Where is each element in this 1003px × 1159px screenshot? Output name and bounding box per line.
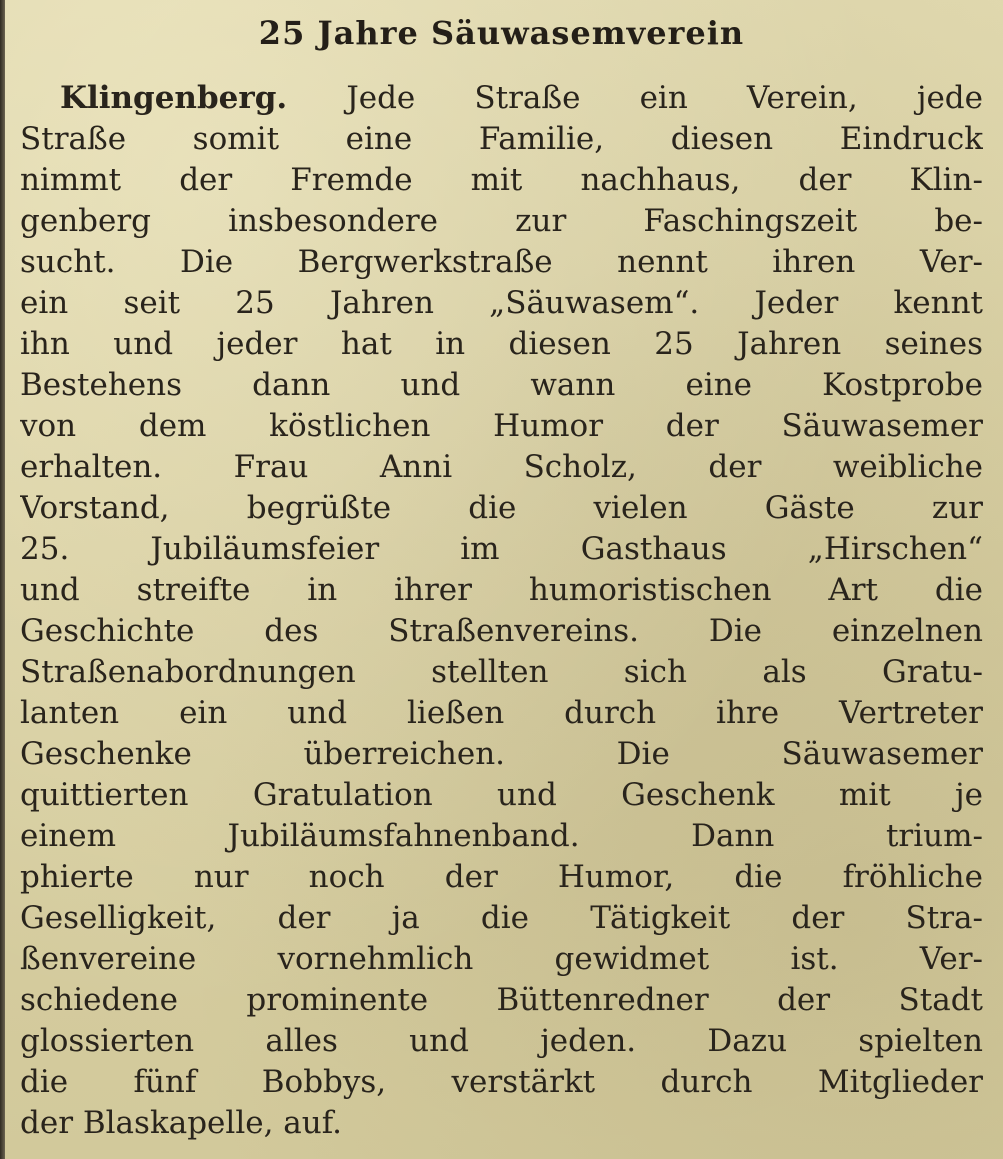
article-line: der Blaskapelle, auf. [20,1105,342,1141]
article-body [20,78,983,1144]
article-line: glossierten alles und jeden. Dazu spielten [20,1023,983,1059]
first-line-text: Jede Straße ein Verein, jede [346,80,983,116]
article-line [20,78,983,119]
article-line: ihn und jeder hat in diesen 25 Jahren seines [20,326,983,362]
article-line: die fünf Bobbys, verstärkt durch Mitglieder [20,1064,983,1100]
article-line: ßenvereine vornehmlich gewidmet ist. Ver- [20,941,983,977]
article-line: Straße somit eine Familie, diesen Eindruck [20,121,983,157]
article-line: schiedene prominente Büttenredner der Stadt [20,982,983,1018]
article-line: genberg insbesondere zur Faschingszeit be- [20,203,983,239]
article-line: ein seit 25 Jahren „Säuwasem“. Jeder kennt [20,285,983,321]
scan-edge [0,0,5,1159]
article-line: erhalten. Frau Anni Scholz, der weibliche [20,449,983,485]
article-line: sucht. Die Bergwerkstraße nennt ihren Ver- [20,244,983,280]
article-line: Bestehens dann und wann eine Kostprobe [20,367,983,403]
article-line: und streifte in ihrer humoristischen Art die [20,572,983,608]
article-line: Geschichte des Straßenvereins. Die einzelnen [20,613,983,649]
article-line: einem Jubiläumsfahnenband. Dann trium- [20,818,983,854]
article-line: lanten ein und ließen durch ihre Vertreter [20,695,983,731]
article-line: von dem köstlichen Humor der Säuwasemer [20,408,983,444]
article-line: Geselligkeit, der ja die Tätigkeit der Stra- [20,900,983,936]
article-line: quittierten Gratulation und Geschenk mit je [20,777,983,813]
article-line: phierte nur noch der Humor, die fröhliche [20,859,983,895]
article-line: Straßenabordnungen stellten sich als Gratu- [20,654,983,690]
article-line: Geschenke überreichen. Die Säuwasemer [20,736,983,772]
headline: 25 Jahre Säuwasemverein [258,14,745,52]
dateline-place: Klingenberg. [60,80,288,116]
article-line: Vorstand, begrüßte die vielen Gäste zur [20,490,983,526]
article-line: nimmt der Fremde mit nachhaus, der Klin- [20,162,983,198]
article-line: 25. Jubiläumsfeier im Gasthaus „Hirschen“ [20,531,983,567]
